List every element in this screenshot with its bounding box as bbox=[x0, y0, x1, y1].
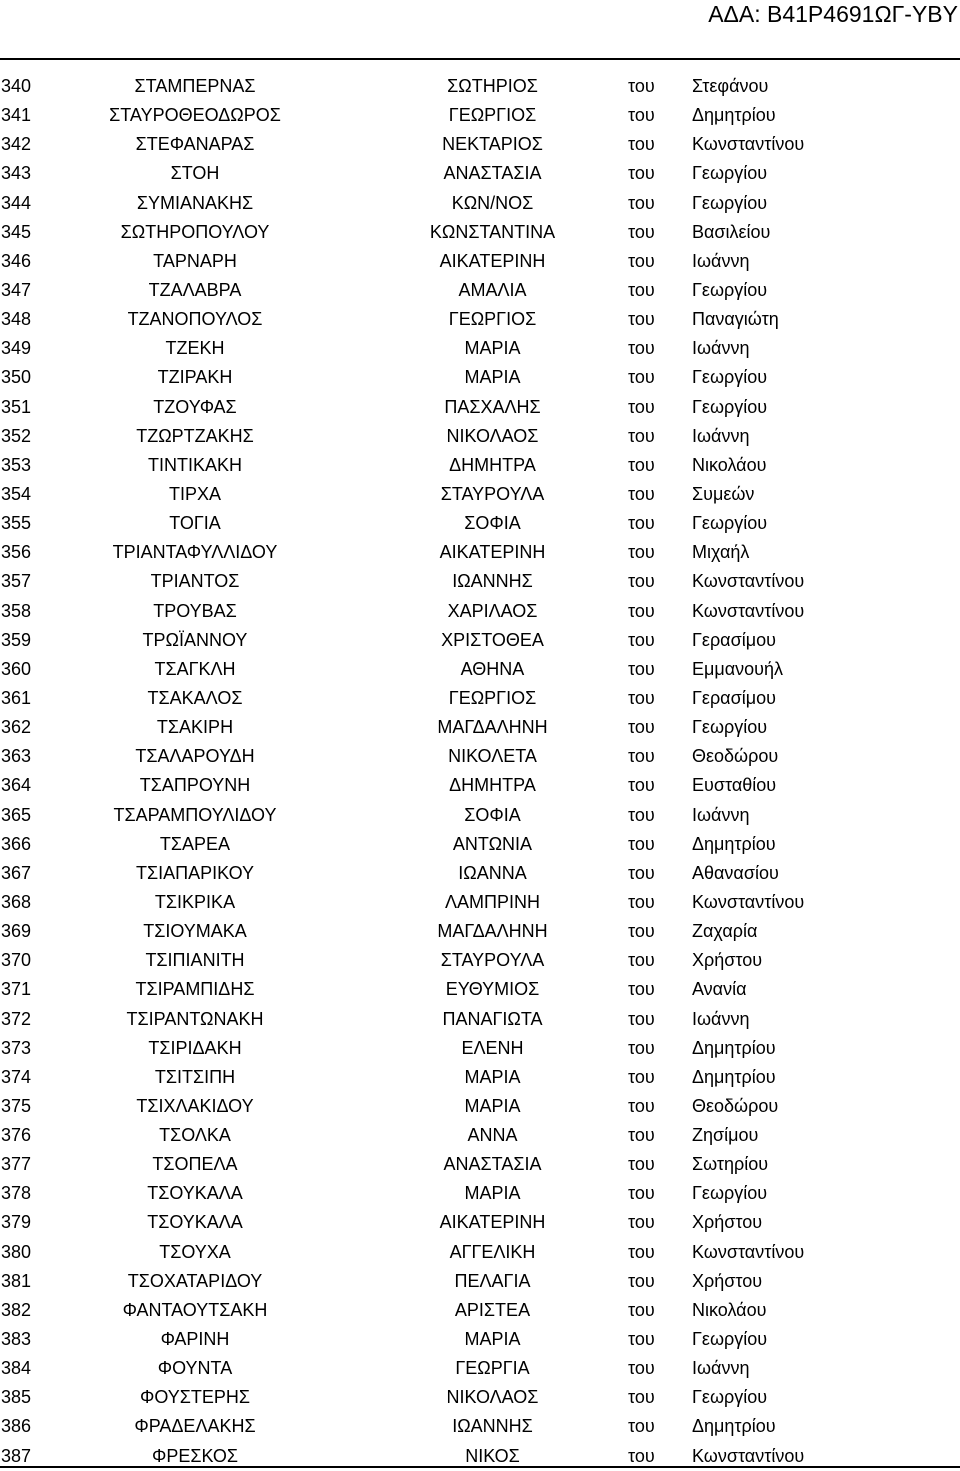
row-number: 376 bbox=[1, 1125, 32, 1146]
row-surname: ΦΡΑΔΕΛΑΚΗΣ bbox=[134, 1416, 256, 1437]
row-of-word: του bbox=[628, 658, 655, 679]
row-first-name: ΧΑΡΙΛΑΟΣ bbox=[447, 600, 538, 621]
table-row bbox=[0, 101, 960, 130]
row-of-word: του bbox=[628, 862, 655, 883]
table-row bbox=[0, 1238, 960, 1267]
row-father-name: Παναγιώτη bbox=[692, 309, 779, 330]
table-row bbox=[0, 480, 960, 509]
row-father-name: Ζησίμου bbox=[692, 1125, 759, 1146]
row-first-name: ΜΑΡΙΑ bbox=[464, 1329, 521, 1350]
row-of-word: του bbox=[628, 542, 655, 563]
row-number: 382 bbox=[1, 1299, 32, 1320]
row-father-name: Κωνσταντίνου bbox=[692, 891, 805, 912]
row-surname: ΣΤΑΜΠΕΡΝΑΣ bbox=[134, 76, 256, 96]
row-father-name: Γεωργίου bbox=[692, 192, 768, 213]
row-first-name: ΓΕΩΡΓΙΑ bbox=[455, 1358, 530, 1379]
row-first-name: ΚΩΝΣΤΑΝΤΙΝΑ bbox=[429, 221, 556, 242]
row-surname: ΦΑΡΙΝΗ bbox=[160, 1329, 230, 1350]
row-father-name: Γεωργίου bbox=[692, 279, 768, 300]
row-of-word: του bbox=[628, 1329, 655, 1350]
table-row bbox=[0, 130, 960, 159]
row-of-word: του bbox=[628, 425, 655, 446]
row-number: 385 bbox=[1, 1387, 32, 1408]
row-of-word: του bbox=[628, 571, 655, 592]
row-number: 375 bbox=[1, 1095, 32, 1116]
row-surname: ΤΡΙΑΝΤΑΦΥΛΛΙΔΟΥ bbox=[112, 542, 278, 563]
row-of-word: του bbox=[628, 1008, 655, 1029]
row-father-name: Ευσταθίου bbox=[692, 775, 777, 796]
row-of-word: του bbox=[628, 1270, 655, 1291]
row-father-name: Κωνσταντίνου bbox=[692, 134, 805, 155]
table-row bbox=[0, 1412, 960, 1441]
row-father-name: Ανανία bbox=[692, 979, 747, 1000]
table-row bbox=[0, 567, 960, 596]
row-of-word: του bbox=[628, 367, 655, 388]
table-row bbox=[0, 218, 960, 247]
row-first-name: ΙΩΑΝΝΗΣ bbox=[452, 1416, 533, 1437]
row-of-word: του bbox=[628, 279, 655, 300]
row-surname: ΤΣΙΠΙΑΝΙΤΗ bbox=[145, 950, 245, 971]
table-row bbox=[0, 1179, 960, 1208]
row-surname: ΤΣΟΥΚΑΛΑ bbox=[147, 1183, 243, 1204]
table-row bbox=[0, 1092, 960, 1121]
ada-header: ΑΔΑ: Β41Ρ4691ΩΓ-ΥΒΥ bbox=[708, 1, 958, 27]
table-row bbox=[0, 655, 960, 684]
row-first-name: ΝΙΚΟΛΑΟΣ bbox=[446, 425, 539, 446]
row-father-name: Γερασίμου bbox=[692, 629, 776, 650]
row-first-name: ΛΑΜΠΡΙΝΗ bbox=[444, 891, 541, 912]
row-first-name: ΑΡΙΣΤΕΑ bbox=[454, 1299, 531, 1320]
row-first-name: ΠΑΣΧΑΛΗΣ bbox=[444, 396, 541, 417]
row-of-word: του bbox=[628, 1299, 655, 1320]
row-surname: ΤΖΑΛΑΒΡΑ bbox=[148, 279, 242, 300]
row-surname: ΤΣΑΠΡΟΥΝΗ bbox=[139, 775, 251, 796]
row-first-name: ΑΙΚΑΤΕΡΙΝΗ bbox=[439, 542, 546, 563]
row-of-word: του bbox=[628, 483, 655, 504]
row-surname: ΤΣΑΓΚΛΗ bbox=[154, 658, 236, 679]
row-of-word: του bbox=[628, 1445, 655, 1466]
row-number: 358 bbox=[1, 600, 32, 621]
row-father-name: Χρήστου bbox=[692, 950, 763, 971]
row-surname: ΦΟΥΣΤΕΡΗΣ bbox=[139, 1387, 251, 1408]
row-surname: ΤΣΑΛΑΡΟΥΔΗ bbox=[135, 746, 255, 767]
table-row bbox=[0, 509, 960, 538]
row-first-name: ΔΗΜΗΤΡΑ bbox=[449, 454, 536, 475]
row-surname: ΤΣΟΛΚΑ bbox=[159, 1125, 231, 1146]
row-of-word: του bbox=[628, 192, 655, 213]
row-number: 383 bbox=[1, 1329, 32, 1350]
row-father-name: Ιωάννη bbox=[692, 1008, 750, 1029]
row-father-name: Γεωργίου bbox=[692, 513, 768, 534]
row-surname: ΤΣΟΥΧΑ bbox=[159, 1241, 231, 1262]
row-father-name: Γερασίμου bbox=[692, 687, 776, 708]
table-row bbox=[0, 247, 960, 276]
row-number: 348 bbox=[1, 309, 32, 330]
row-father-name: Κωνσταντίνου bbox=[692, 600, 805, 621]
row-surname: ΤΣΙΚΡΙΚΑ bbox=[154, 891, 236, 912]
row-number: 387 bbox=[1, 1445, 32, 1466]
row-father-name: Κωνσταντίνου bbox=[692, 1241, 805, 1262]
row-of-word: του bbox=[628, 921, 655, 942]
row-of-word: του bbox=[628, 775, 655, 796]
row-surname: ΦΡΕΣΚΟΣ bbox=[151, 1445, 239, 1466]
row-father-name: Δημητρίου bbox=[692, 1416, 776, 1437]
row-first-name: ΜΑΓΔΑΛΗΝΗ bbox=[437, 717, 548, 738]
table-row bbox=[0, 363, 960, 392]
table-row bbox=[0, 393, 960, 422]
row-of-word: του bbox=[628, 1066, 655, 1087]
row-first-name: ΣΟΦΙΑ bbox=[464, 804, 521, 825]
row-father-name: Μιχαήλ bbox=[692, 542, 750, 563]
row-of-word: του bbox=[628, 396, 655, 417]
row-of-word: του bbox=[628, 1416, 655, 1437]
row-surname: ΤΖΙΡΑΚΗ bbox=[157, 367, 233, 388]
row-father-name: Δημητρίου bbox=[692, 833, 776, 854]
row-number: 342 bbox=[1, 134, 32, 155]
row-of-word: του bbox=[628, 746, 655, 767]
table-row bbox=[0, 1150, 960, 1179]
row-of-word: του bbox=[628, 1037, 655, 1058]
row-surname: ΤΖΩΡΤΖΑΚΗΣ bbox=[136, 425, 254, 446]
row-father-name: Ιωάννη bbox=[692, 1358, 750, 1379]
row-father-name: Γεωργίου bbox=[692, 1183, 768, 1204]
row-number: 345 bbox=[1, 221, 32, 242]
row-number: 352 bbox=[1, 425, 32, 446]
table-row bbox=[0, 1296, 960, 1325]
row-of-word: του bbox=[628, 134, 655, 155]
table-row bbox=[0, 1208, 960, 1237]
row-number: 384 bbox=[1, 1358, 32, 1379]
row-number: 347 bbox=[1, 279, 32, 300]
table-row bbox=[0, 451, 960, 480]
row-father-name: Γεωργίου bbox=[692, 1387, 768, 1408]
table-row bbox=[0, 917, 960, 946]
row-first-name: ΜΑΡΙΑ bbox=[464, 1066, 521, 1087]
row-surname: ΤΖΟΥΦΑΣ bbox=[153, 396, 237, 417]
table-row bbox=[0, 159, 960, 188]
row-first-name: ΜΑΡΙΑ bbox=[464, 367, 521, 388]
row-number: 370 bbox=[1, 950, 32, 971]
row-of-word: του bbox=[628, 76, 655, 96]
row-first-name: ΠΑΝΑΓΙΩΤΑ bbox=[442, 1008, 543, 1029]
row-number: 355 bbox=[1, 513, 32, 534]
row-number: 373 bbox=[1, 1037, 32, 1058]
row-of-word: του bbox=[628, 105, 655, 126]
row-number: 374 bbox=[1, 1066, 32, 1087]
row-surname: ΤΟΓΙΑ bbox=[169, 513, 221, 534]
table-row bbox=[0, 742, 960, 771]
row-father-name: Βασιλείου bbox=[692, 221, 771, 242]
row-number: 364 bbox=[1, 775, 32, 796]
row-father-name: Γεωργίου bbox=[692, 717, 768, 738]
row-father-name: Ιωάννη bbox=[692, 804, 750, 825]
row-number: 349 bbox=[1, 338, 32, 359]
row-number: 365 bbox=[1, 804, 32, 825]
row-first-name: ΙΩΑΝΝΑ bbox=[458, 862, 527, 883]
row-surname: ΤΣΙΟΥΜΑΚΑ bbox=[143, 921, 247, 942]
row-surname: ΤΣΑΡΕΑ bbox=[159, 833, 231, 854]
row-father-name: Χρήστου bbox=[692, 1270, 763, 1291]
row-number: 379 bbox=[1, 1212, 32, 1233]
row-surname: ΤΣΙΑΠΑΡΙΚΟΥ bbox=[135, 862, 255, 883]
row-of-word: του bbox=[628, 338, 655, 359]
row-father-name: Νικολάου bbox=[692, 454, 767, 475]
row-number: 356 bbox=[1, 542, 32, 563]
row-number: 369 bbox=[1, 921, 32, 942]
table-row bbox=[0, 888, 960, 917]
table-row bbox=[0, 334, 960, 363]
row-first-name: ΝΙΚΟΣ bbox=[465, 1445, 520, 1466]
table-row bbox=[0, 72, 960, 101]
row-first-name: ΣΟΦΙΑ bbox=[464, 513, 521, 534]
row-first-name: ΜΑΡΙΑ bbox=[464, 338, 521, 359]
row-number: 377 bbox=[1, 1154, 32, 1175]
row-father-name: Ιωάννη bbox=[692, 250, 750, 271]
row-first-name: ΑΝΝΑ bbox=[467, 1125, 518, 1146]
row-surname: ΦΑΝΤΑΟΥΤΣΑΚΗ bbox=[122, 1299, 268, 1320]
row-first-name: ΕΛΕΝΗ bbox=[461, 1037, 524, 1058]
row-surname: ΣΩΤΗΡΟΠΟΥΛΟΥ bbox=[120, 221, 270, 242]
row-of-word: του bbox=[628, 221, 655, 242]
row-of-word: του bbox=[628, 629, 655, 650]
row-first-name: ΓΕΩΡΓΙΟΣ bbox=[448, 309, 537, 330]
table-row bbox=[0, 305, 960, 334]
row-surname: ΣΤΟΗ bbox=[170, 163, 220, 184]
row-number: 363 bbox=[1, 746, 32, 767]
table-row bbox=[0, 1121, 960, 1150]
row-of-word: του bbox=[628, 1125, 655, 1146]
row-surname: ΣΥΜΙΑΝΑΚΗΣ bbox=[136, 192, 254, 213]
table-row bbox=[0, 1063, 960, 1092]
row-number: 366 bbox=[1, 833, 32, 854]
table-row bbox=[0, 276, 960, 305]
row-surname: ΤΡΟΥΒΑΣ bbox=[153, 600, 237, 621]
row-father-name: Χρήστου bbox=[692, 1212, 763, 1233]
row-of-word: του bbox=[628, 891, 655, 912]
row-first-name: ΣΤΑΥΡΟΥΛΑ bbox=[440, 483, 545, 504]
row-father-name: Συμεών bbox=[692, 483, 755, 504]
row-father-name: Γεωργίου bbox=[692, 367, 768, 388]
row-first-name: ΑΙΚΑΤΕΡΙΝΗ bbox=[439, 250, 546, 271]
row-first-name: ΧΡΙΣΤΟΘΕΑ bbox=[441, 629, 544, 650]
row-number: 350 bbox=[1, 367, 32, 388]
row-number: 340 bbox=[1, 76, 32, 96]
row-first-name: ΓΕΩΡΓΙΟΣ bbox=[448, 687, 537, 708]
row-number: 367 bbox=[1, 862, 32, 883]
row-father-name: Δημητρίου bbox=[692, 105, 776, 126]
table-row bbox=[0, 597, 960, 626]
row-first-name: ΜΑΡΙΑ bbox=[464, 1183, 521, 1204]
row-surname: ΤΣΙΡΑΜΠΙΔΗΣ bbox=[135, 979, 255, 1000]
row-first-name: ΝΙΚΟΛΕΤΑ bbox=[448, 746, 537, 767]
table-row bbox=[0, 422, 960, 451]
row-first-name: ΝΕΚΤΑΡΙΟΣ bbox=[442, 134, 543, 155]
table-row bbox=[0, 830, 960, 859]
row-first-name: ΙΩΑΝΝΗΣ bbox=[452, 571, 533, 592]
row-surname: ΤΙΝΤΙΚΑΚΗ bbox=[147, 454, 242, 475]
row-father-name: Νικολάου bbox=[692, 1299, 767, 1320]
row-surname: ΤΑΡΝΑΡΗ bbox=[153, 250, 237, 271]
row-father-name: Ιωάννη bbox=[692, 425, 750, 446]
row-number: 343 bbox=[1, 163, 32, 184]
row-number: 371 bbox=[1, 979, 32, 1000]
table-row bbox=[0, 859, 960, 888]
row-father-name: Στεφάνου bbox=[692, 76, 769, 96]
table-row bbox=[0, 1267, 960, 1296]
row-of-word: του bbox=[628, 309, 655, 330]
row-first-name: ΑΙΚΑΤΕΡΙΝΗ bbox=[439, 1212, 546, 1233]
row-first-name: ΑΝΑΣΤΑΣΙΑ bbox=[443, 163, 542, 184]
row-first-name: ΑΜΑΛΙΑ bbox=[458, 279, 527, 300]
table-row bbox=[0, 801, 960, 830]
row-father-name: Δημητρίου bbox=[692, 1037, 776, 1058]
row-first-name: ΔΗΜΗΤΡΑ bbox=[449, 775, 536, 796]
row-surname: ΤΣΑΚΑΛΟΣ bbox=[147, 687, 243, 708]
table-row bbox=[0, 684, 960, 713]
row-first-name: ΣΤΑΥΡΟΥΛΑ bbox=[440, 950, 545, 971]
top-rule bbox=[0, 58, 960, 60]
row-number: 351 bbox=[1, 396, 32, 417]
row-surname: ΤΣΙΡΙΔΑΚΗ bbox=[148, 1037, 242, 1058]
row-first-name: ΜΑΓΔΑΛΗΝΗ bbox=[437, 921, 548, 942]
table-row bbox=[0, 1383, 960, 1412]
row-of-word: του bbox=[628, 804, 655, 825]
row-first-name: ΑΘΗΝΑ bbox=[460, 658, 525, 679]
row-of-word: του bbox=[628, 513, 655, 534]
row-father-name: Θεοδώρου bbox=[692, 1095, 779, 1116]
row-number: 372 bbox=[1, 1008, 32, 1029]
row-surname: ΤΣΑΡΑΜΠΟΥΛΙΔΟΥ bbox=[113, 804, 277, 825]
table-row bbox=[0, 946, 960, 975]
row-father-name: Γεωργίου bbox=[692, 163, 768, 184]
row-surname: ΤΖΕΚΗ bbox=[165, 338, 225, 359]
row-surname: ΤΣΟΧΑΤΑΡΙΔΟΥ bbox=[127, 1270, 263, 1291]
row-surname: ΤΣΙΤΣΙΠΗ bbox=[154, 1066, 236, 1087]
row-number: 359 bbox=[1, 629, 32, 650]
row-first-name: ΣΩΤΗΡΙΟΣ bbox=[447, 76, 538, 96]
row-number: 386 bbox=[1, 1416, 32, 1437]
row-first-name: ΑΝΤΩΝΙΑ bbox=[452, 833, 533, 854]
table-row bbox=[0, 1034, 960, 1063]
row-of-word: του bbox=[628, 600, 655, 621]
row-father-name: Θεοδώρου bbox=[692, 746, 779, 767]
row-number: 341 bbox=[1, 105, 32, 126]
row-surname: ΤΣΟΥΚΑΛΑ bbox=[147, 1212, 243, 1233]
row-of-word: του bbox=[628, 950, 655, 971]
row-number: 357 bbox=[1, 571, 32, 592]
row-of-word: του bbox=[628, 833, 655, 854]
row-father-name: Εμμανουήλ bbox=[692, 658, 784, 679]
row-first-name: ΝΙΚΟΛΑΟΣ bbox=[446, 1387, 539, 1408]
row-surname: ΤΣΑΚΙΡΗ bbox=[156, 717, 234, 738]
row-number: 368 bbox=[1, 891, 32, 912]
row-father-name: Γεωργίου bbox=[692, 1329, 768, 1350]
table-row bbox=[0, 1005, 960, 1034]
row-of-word: του bbox=[628, 687, 655, 708]
row-father-name: Αθανασίου bbox=[692, 862, 779, 883]
row-first-name: ΚΩΝ/ΝΟΣ bbox=[451, 192, 534, 213]
row-surname: ΣΤΑΥΡΟΘΕΟΔΩΡΟΣ bbox=[109, 105, 281, 126]
row-number: 346 bbox=[1, 250, 32, 271]
row-surname: ΤΖΑΝΟΠΟΥΛΟΣ bbox=[127, 309, 263, 330]
row-father-name: Ιωάννη bbox=[692, 338, 750, 359]
row-first-name: ΕΥΘΥΜΙΟΣ bbox=[445, 979, 540, 1000]
row-first-name: ΑΝΑΣΤΑΣΙΑ bbox=[443, 1154, 542, 1175]
row-of-word: του bbox=[628, 1241, 655, 1262]
row-of-word: του bbox=[628, 1212, 655, 1233]
row-of-word: του bbox=[628, 1095, 655, 1116]
row-father-name: Γεωργίου bbox=[692, 396, 768, 417]
row-of-word: του bbox=[628, 717, 655, 738]
row-number: 360 bbox=[1, 658, 32, 679]
table-row bbox=[0, 538, 960, 567]
row-father-name: Δημητρίου bbox=[692, 1066, 776, 1087]
row-first-name: ΜΑΡΙΑ bbox=[464, 1095, 521, 1116]
row-surname: ΤΙΡΧΑ bbox=[168, 483, 221, 504]
row-number: 344 bbox=[1, 192, 32, 213]
row-number: 381 bbox=[1, 1270, 32, 1291]
row-number: 361 bbox=[1, 687, 32, 708]
row-father-name: Σωτηρίου bbox=[692, 1154, 769, 1175]
table-row bbox=[0, 975, 960, 1004]
row-of-word: του bbox=[628, 1387, 655, 1408]
row-father-name: Κωνσταντίνου bbox=[692, 1445, 805, 1466]
row-surname: ΤΣΙΡΑΝΤΩΝΑΚΗ bbox=[126, 1008, 264, 1029]
table-row bbox=[0, 771, 960, 800]
row-number: 353 bbox=[1, 454, 32, 475]
row-father-name: Κωνσταντίνου bbox=[692, 571, 805, 592]
row-of-word: του bbox=[628, 1154, 655, 1175]
row-surname: ΤΡΙΑΝΤΟΣ bbox=[150, 571, 240, 592]
row-surname: ΤΡΩΪΑΝΝΟΥ bbox=[142, 629, 248, 650]
row-father-name: Ζαχαρία bbox=[692, 921, 758, 942]
row-of-word: του bbox=[628, 979, 655, 1000]
names-table bbox=[0, 72, 960, 1471]
row-number: 380 bbox=[1, 1241, 32, 1262]
row-surname: ΤΣΟΠΕΛΑ bbox=[152, 1154, 238, 1175]
row-first-name: ΑΓΓΕΛΙΚΗ bbox=[449, 1241, 536, 1262]
table-row bbox=[0, 1325, 960, 1354]
row-first-name: ΠΕΛΑΓΙΑ bbox=[454, 1270, 531, 1291]
row-of-word: του bbox=[628, 454, 655, 475]
row-surname: ΤΣΙΧΛΑΚΙΔΟΥ bbox=[136, 1095, 254, 1116]
table-row bbox=[0, 1354, 960, 1383]
row-surname: ΦΟΥΝΤΑ bbox=[157, 1358, 233, 1379]
row-number: 378 bbox=[1, 1183, 32, 1204]
row-of-word: του bbox=[628, 163, 655, 184]
row-of-word: του bbox=[628, 1358, 655, 1379]
row-number: 362 bbox=[1, 717, 32, 738]
row-of-word: του bbox=[628, 1183, 655, 1204]
row-number: 354 bbox=[1, 483, 32, 504]
table-row bbox=[0, 713, 960, 742]
table-row bbox=[0, 189, 960, 218]
row-surname: ΣΤΕΦΑΝΑΡΑΣ bbox=[135, 134, 255, 155]
row-of-word: του bbox=[628, 250, 655, 271]
row-first-name: ΓΕΩΡΓΙΟΣ bbox=[448, 105, 537, 126]
table-row bbox=[0, 626, 960, 655]
